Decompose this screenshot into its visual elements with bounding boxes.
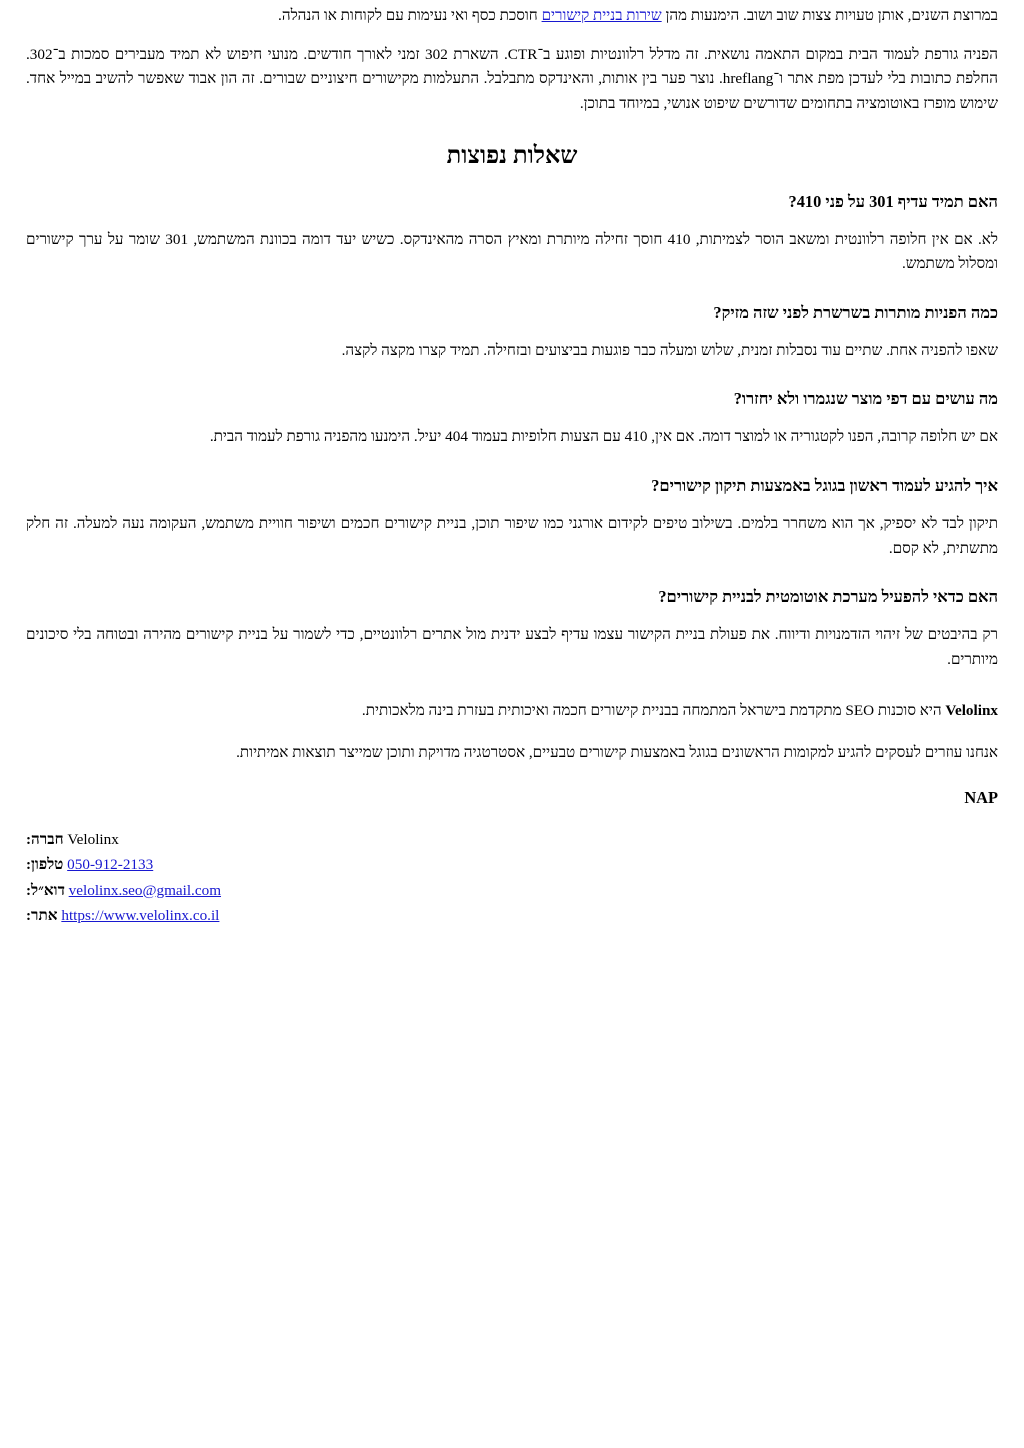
nap-row-company	[26, 828, 998, 852]
faq-answer-4: תיקון לבד לא יספיק, אך הוא משחרר בלמים. בשילוב טיפים לקידום אורגני כמו שיפור תוכן, בניית קישורים חכמים ושיפור חוויית משתמש, העקומה נעה למעלה. זה חלק מתשתית, לא קסם.	[26, 515, 998, 557]
faq-question-4: איך להגיע לעמוד ראשון בגוגל באמצעות תיקון קישורים?	[651, 476, 998, 495]
faq-answer-5: רק בהיבטים של זיהוי הזדמנויות ודיווח. את פעולת בניית הקישור עצמו עדיף לבצע ידנית מול אתרים רלוונטיים, כדי לשמור על בניית קישורים מהירה ובטוחה בלי סיכונים מיותרים.	[26, 626, 998, 668]
closing-paragraph-2: אנחנו עוזרים לעסקים להגיע למקומות הראשונים בגוגל באמצעות קישורים טבעיים, אסטרטגיה מדויקת ותוכן שמייצר תוצאות אמיתיות.	[236, 744, 998, 762]
link-building-service-link[interactable]: שירות בניית קישורים	[541, 7, 662, 24]
nap-row-website	[26, 904, 998, 928]
faq-answer-2: שאפו להפניה אחת. שתיים עוד נסבלות זמנית, שלוש ומעלה כבר פוגעות בביצועים ובזחילה. תמיד קצרו מקצה לקצה.	[341, 341, 998, 359]
nap-value-phone	[67, 853, 153, 877]
phone-link[interactable]: 050-912-2133	[67, 856, 154, 874]
nap-list	[26, 828, 998, 928]
faq-question-1: האם תמיד עדיף 301 על פני 410?	[788, 191, 998, 211]
nap-value-company: Velolinx	[67, 830, 119, 848]
nap-label-email: דוא״ל:	[26, 881, 65, 899]
intro-paragraph-1-after: חוסכת כסף ואי נעימות עם לקוחות או הנהלה.	[278, 7, 542, 24]
intro-paragraph-1-before: במרוצת השנים, אותן טעויות צצות שוב ושוב. הימנעות מהן	[661, 7, 998, 24]
faq-heading: שאלות נפוצות	[446, 142, 578, 169]
nap-row-phone	[26, 853, 998, 877]
nap-label-company: חברה:	[26, 830, 64, 848]
intro-paragraph-1	[26, 4, 998, 29]
closing-paragraph-1	[26, 699, 998, 724]
nap-row-email	[26, 879, 998, 903]
email-link[interactable]: velolinx.seo@gmail.com	[68, 881, 222, 899]
closing-paragraph-1-rest: היא סוכנות SEO מתקדמת בישראל המתמחה בבניית קישורים חכמה ואיכותית בעזרת בינה מלאכותית.	[361, 701, 946, 719]
nap-label-phone: טלפון:	[26, 856, 64, 874]
nap-value-email	[69, 879, 221, 903]
intro-paragraph-2: הפניה גורפת לעמוד הבית במקום התאמה נושאית. זה מדלל רלוונטיות ופוגע ב־CTR. השארת 302 זמני לאורך חודשים. מנועי חיפוש לא תמיד מעבירים סמכות ב־302. החלפת כתובות בלי לעדכן מפת אתר ו־hreflang. נוצר פער בין אותות, והאינדקס מתבלבל. התעלמות מקישורים חיצוניים שבורים. זה הון אבוד שאפשר להשיב במייל אחד. שימוש מופרז באוטומציה בתחומים שדורשים שיפוט אנושי, במיוחד בתוכן.	[26, 45, 998, 112]
faq-question-2: כמה הפניות מותרות בשרשרת לפני שזה מזיק?	[713, 302, 998, 322]
nap-value-website	[61, 904, 219, 928]
faq-question-5: האם כדאי להפעיל מערכת אוטומטית לבניית קישורים?	[658, 587, 998, 607]
faq-question-3: מה עושים עם דפי מוצר שנגמרו ולא יחזרו?	[733, 389, 998, 409]
faq-answer-3: אם יש חלופה קרובה, הפנו לקטגוריה או למוצר דומה. אם אין, 410 עם הצעות חלופיות בעמוד 404 יעיל. הימנעו מהפניה גורפת לעמוד הבית.	[209, 428, 998, 446]
brand-name: Velolinx	[945, 701, 998, 719]
nap-heading: NAP	[964, 787, 998, 807]
faq-answer-1: לא. אם אין חלופה רלוונטית ומשאב הוסר לצמיתות, 410 חוסך זחילה מיותרת ומאיץ הסרה מהאינדקס. כשיש יעד דומה בכוונת המשתמש, 301 שומר על ערך קישורים ומסלול משתמש.	[26, 230, 998, 273]
nap-label-website: אתר:	[26, 907, 58, 925]
website-link[interactable]: https://www.velolinx.co.il	[61, 907, 220, 925]
